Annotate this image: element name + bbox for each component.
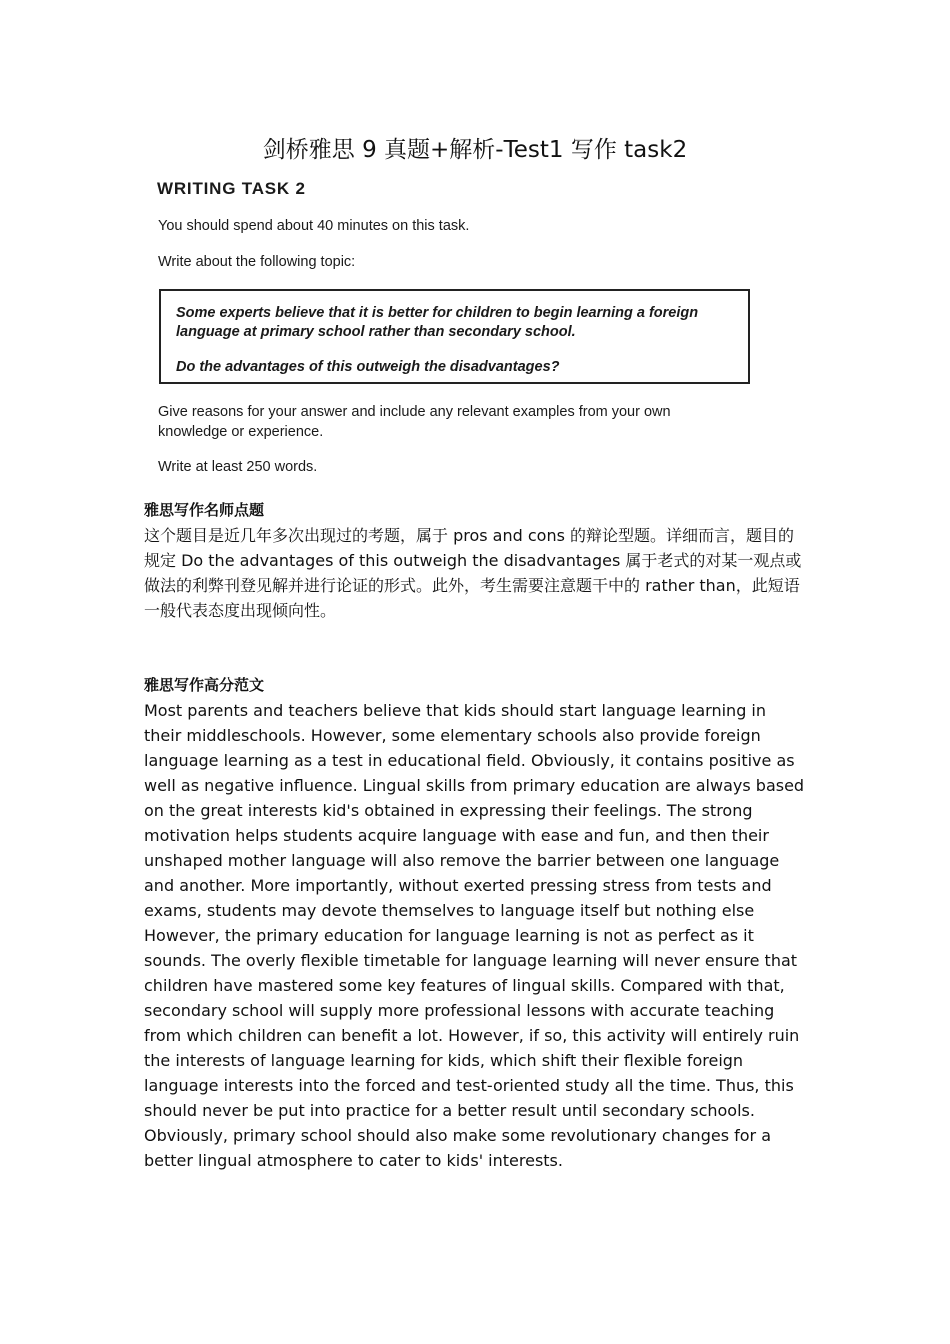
essay-paragraph-1: Most parents and teachers believe that kids should start language learning in their middleschools. However, some elementary schools also provide foreign language learning as a test in educational field. Obviously, it contains positive as well as negative influence. Lingual skills from primary education are always based on the great interests kid's obtained in expressing their feelings. The strong motivation helps students acquire language with ease and fun, and then their unshaped mother language will also remove the barrier between one language and another. More importantly, without exerted pressing stress from tests and exams, students may devote themselves to language itself but nothing else: [144, 701, 805, 920]
essay-heading: 雅思写作高分范文: [144, 676, 265, 694]
essay-section: [144, 673, 808, 1173]
reasons-line-2: knowledge or experience.: [158, 424, 324, 440]
prompt-line-1: Some experts believe that it is better for children to begin learning a foreign: [176, 305, 699, 321]
page-title: 剑桥雅思 9 真题+解析-Test1 写作 task2: [262, 137, 688, 163]
instruction-time: You should spend about 40 minutes on this task.: [158, 218, 470, 234]
task-heading: WRITING TASK 2: [157, 179, 306, 198]
analysis-section: [144, 498, 808, 623]
prompt-line-2: language at primary school rather than secondary school.: [176, 324, 576, 340]
analysis-body: 这个题目是近几年多次出现过的考题，属于 pros and cons 的辩论型题。详细而言，题目的规定 Do the advantages of this outweigh the disadvantages 属于老式的对某一观点或做法的利弊刊登见解并进行论证的形式。此外，考生需要注意题干中的 rather than，此短语一般代表态度出现倾向性。: [144, 526, 802, 620]
word-count-instruction: Write at least 250 words.: [158, 459, 318, 475]
essay-paragraph-2: However, the primary education for language learning is not as perfect as it sounds. The overly flexible timetable for language learning will never ensure that children have mastered some key features of lingual skills. Compared with that, secondary school will supply more professional lessons with accurate teaching from which children can benefit a lot. However, if so, this activity will entirely ruin the interests of language learning for kids, which shift their flexible foreign language interests into the forced and test-oriented study all the time. Thus, this should never be put into practice for a better result until secondary schools. Obviously, primary school should also make some revolutionary changes for a better lingual atmosphere to cater to kids' interests.: [144, 926, 800, 1170]
analysis-heading: 雅思写作名师点题: [144, 501, 265, 519]
instruction-topic: Write about the following topic:: [158, 254, 356, 270]
task-scan-image: [156, 176, 766, 481]
prompt-question: Do the advantages of this outweigh the disadvantages?: [176, 359, 560, 375]
reasons-line-1: Give reasons for your answer and include any relevant examples from your own: [158, 404, 671, 420]
prompt-box: [159, 289, 750, 384]
